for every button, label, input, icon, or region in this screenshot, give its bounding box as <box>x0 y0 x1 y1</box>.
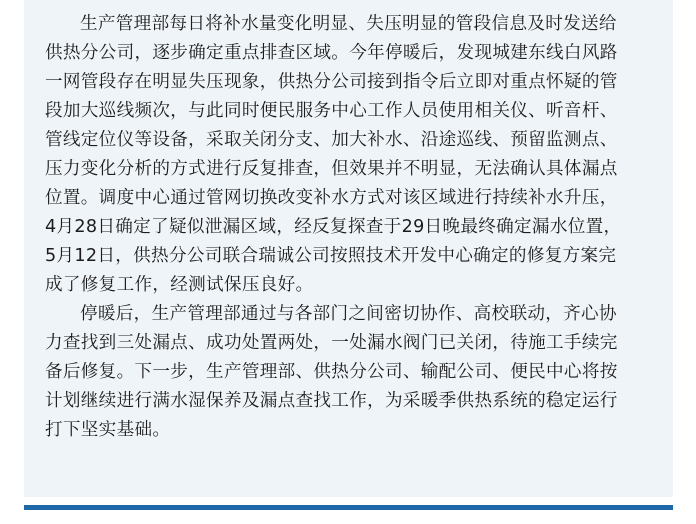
paragraph-1-line: 管线定位仪等设备，采取关闭分支、加大补水、沿途巡线、预留监测点、 <box>45 130 618 150</box>
paragraph-1 <box>45 10 651 300</box>
paragraph-2-line: 计划继续进行满水湿保养及漏点查找工作，为采暖季供热系统的稳定运行 <box>45 391 618 411</box>
paragraph-1-line: 生产管理部每日将补水量变化明显、失压明显的管段信息及时发送给 <box>80 14 617 34</box>
article-card <box>24 0 673 497</box>
paragraph-1-line: 位置。调度中心通过管网切换改变补水方式对该区域进行持续补水升压， <box>45 188 618 208</box>
paragraph-2-line: 备后修复。下一步，生产管理部、供热分公司、输配公司、便民中心将按 <box>45 362 618 382</box>
paragraph-1-line: 4月28日确定了疑似泄漏区域，经反复探查于29日晚最终确定漏水位置， <box>45 217 622 237</box>
paragraph-2-line: 打下坚实基础。 <box>45 420 171 440</box>
paragraph-2-line: 停暖后，生产管理部通过与各部门之间密切协作、高校联动，齐心协 <box>80 304 617 324</box>
paragraph-1-line: 压力变化分析的方式进行反复排查，但效果并不明显，无法确认具体漏点 <box>45 159 618 179</box>
accent-divider <box>24 505 673 510</box>
paragraph-1-line: 供热分公司，逐步确定重点排查区域。今年停暖后，发现城建东线白风路 <box>45 43 618 63</box>
paragraph-1-line: 段加大巡线频次，与此同时便民服务中心工作人员使用相关仪、听音杆、 <box>45 101 618 121</box>
paragraph-2 <box>45 300 651 445</box>
paragraph-1-line: 一网管段存在明显失压现象，供热分公司接到指令后立即对重点怀疑的管 <box>45 72 618 92</box>
paragraph-2-line: 力查找到三处漏点、成功处置两处，一处漏水阀门已关闭，待施工手续完 <box>45 333 618 353</box>
paragraph-1-line: 成了修复工作，经测试保压良好。 <box>45 275 314 295</box>
paragraph-1-line: 5月12日，供热分公司联合瑞诚公司按照技术开发中心确定的修复方案完 <box>45 246 617 266</box>
